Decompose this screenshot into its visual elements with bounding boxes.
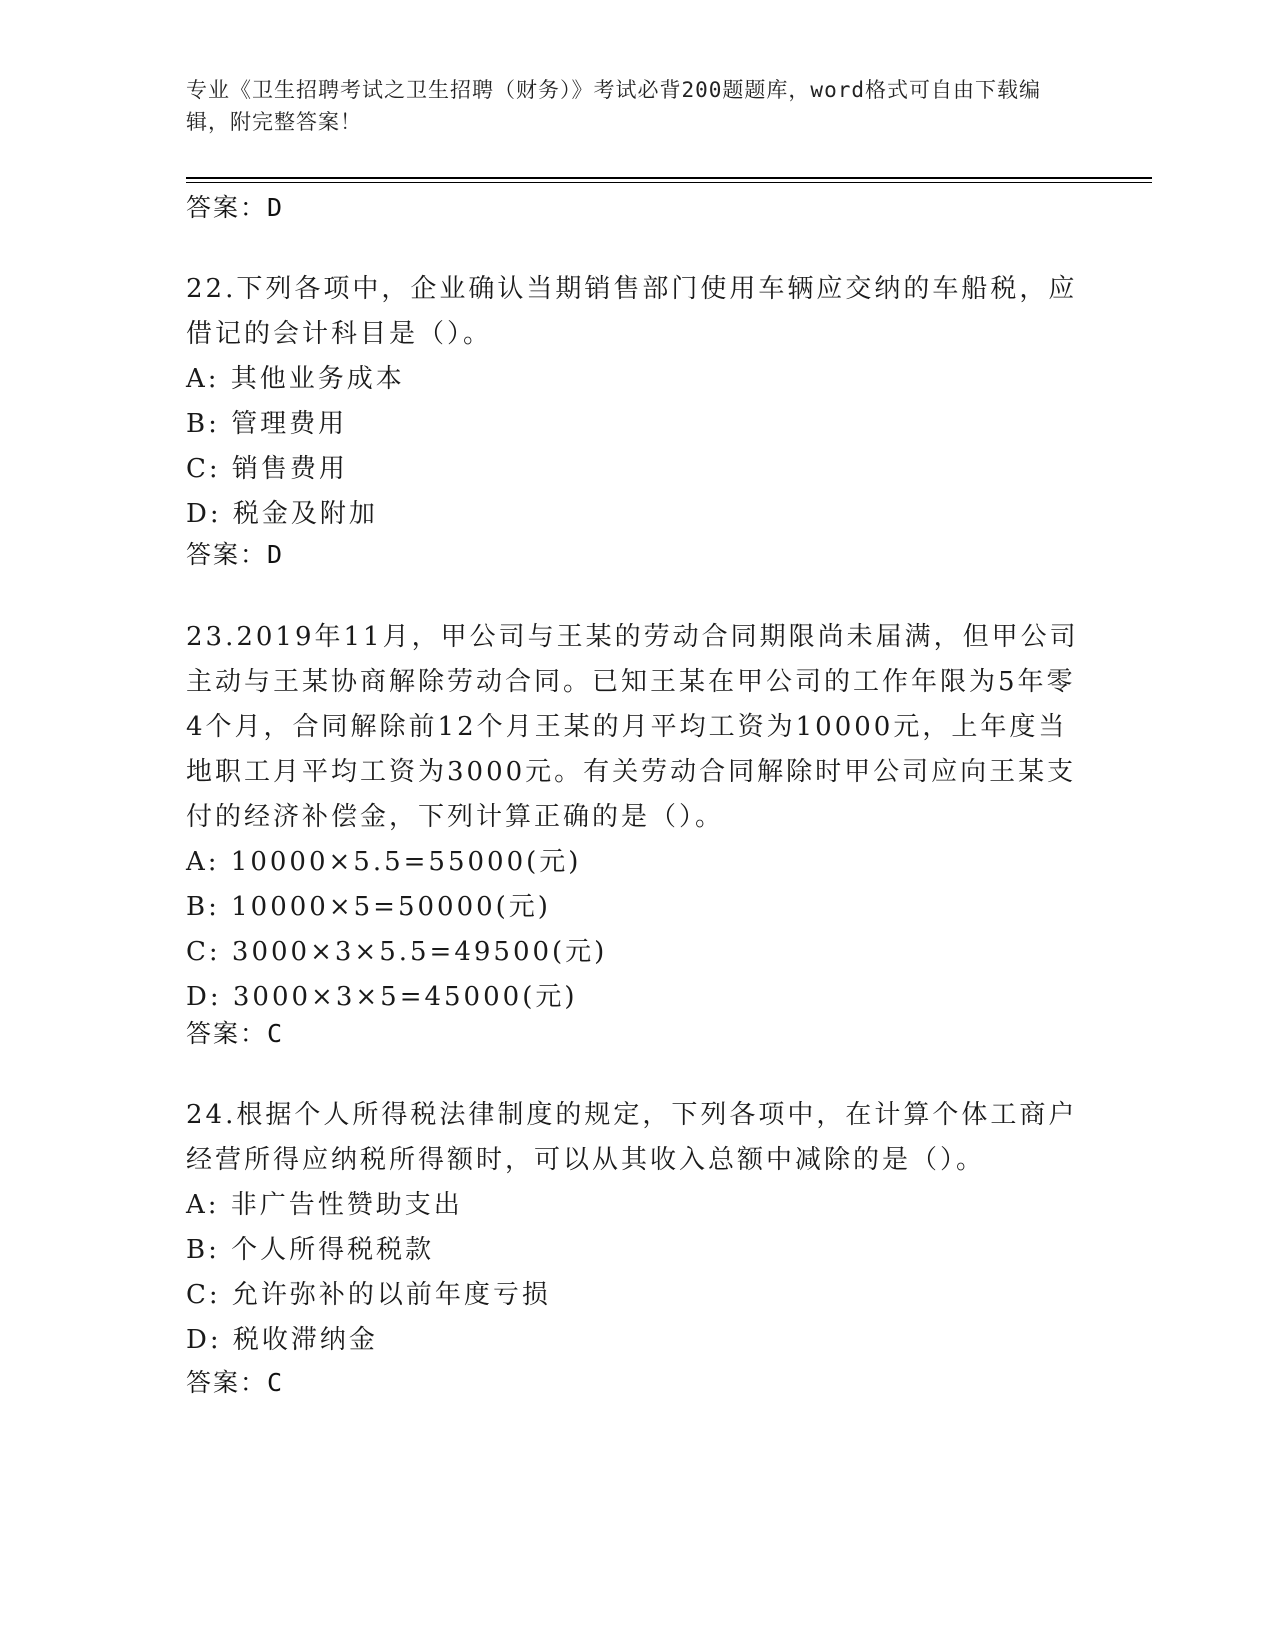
header-text: 专业《卫生招聘考试之卫生招聘（财务）》考试必背200题题库，word格式可自由下载编辑，附完整答案！ <box>186 78 1041 134</box>
previous-answer: 答案：D <box>186 193 285 222</box>
answer-23: 答案：C <box>186 1019 285 1048</box>
question-24 <box>186 1093 1086 1363</box>
option-a: A: 10000×5.5=55000(元) <box>186 847 582 877</box>
option-d: D: 税收滞纳金 <box>186 1325 378 1355</box>
question-stem: 24.根据个人所得税法律制度的规定，下列各项中，在计算个体工商户经营所得应纳税所得额时，可以从其收入总额中减除的是（）。 <box>186 1100 1078 1175</box>
question-23 <box>186 615 1086 1020</box>
option-d: D: 税金及附加 <box>186 499 378 529</box>
option-c: C: 销售费用 <box>186 454 348 484</box>
question-stem: 22.下列各项中，企业确认当期销售部门使用车辆应交纳的车船税，应借记的会计科目是（）。 <box>186 274 1078 349</box>
option-a: A: 非广告性赞助支出 <box>186 1190 463 1220</box>
document-header <box>186 74 1066 138</box>
header-rule-thick <box>186 177 1152 179</box>
answer-22: 答案：D <box>186 540 285 569</box>
option-d: D: 3000×3×5=45000(元) <box>186 982 578 1012</box>
question-22 <box>186 267 1086 537</box>
answer-24: 答案：C <box>186 1368 285 1397</box>
option-a: A: 其他业务成本 <box>186 364 405 394</box>
option-b: B: 管理费用 <box>186 409 348 439</box>
question-stem: 23.2019年11月，甲公司与王某的劳动合同期限尚未届满，但甲公司主动与王某协商解除劳动合同。已知王某在甲公司的工作年限为5年零4个月，合同解除前12个月王某的月平均工资为10000元，上年度当地职工月平均工资为3000元。有关劳动合同解除时甲公司应向王某支付的经济补偿金，下列计算正确的是（）。 <box>186 622 1079 832</box>
option-c: C: 3000×3×5.5=49500(元) <box>186 937 608 967</box>
option-b: B: 个人所得税税款 <box>186 1235 435 1265</box>
option-b: B: 10000×5=50000(元) <box>186 892 551 922</box>
option-c: C: 允许弥补的以前年度亏损 <box>186 1280 551 1310</box>
header-rule-thin <box>186 182 1152 183</box>
